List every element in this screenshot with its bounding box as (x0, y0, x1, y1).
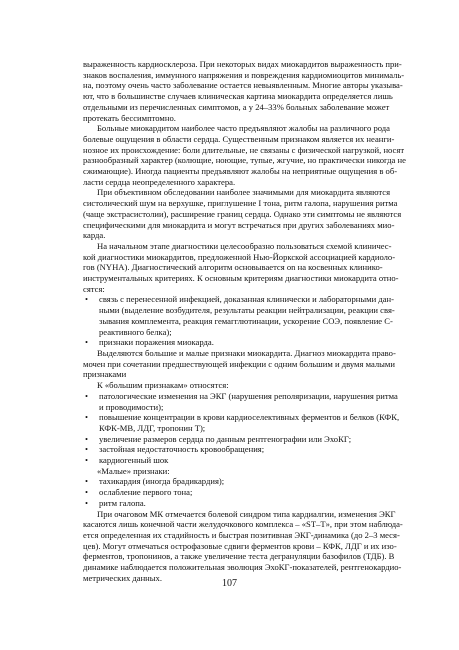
text-line: На начальном этапе диагностики целесообразно пользоваться схемой клиничес- (97, 240, 392, 251)
list-item (83, 390, 398, 412)
paragraph-2 (83, 123, 406, 187)
text-line: признаками (83, 369, 127, 380)
text-line: сжимающие). Иногда пациенты предъявляют жалобы на неприятные ощущения в об- (83, 166, 398, 177)
bullet-icon: • (85, 476, 89, 487)
text-line: При очаговом МК отмечается болевой синдром типа кардиалгии, изменения ЭКГ (97, 508, 396, 519)
paragraph-3 (83, 187, 402, 241)
text-line: нозное их происхождение: боли длительные, не связаны с физической нагрузкой, носят (83, 144, 405, 155)
bullet-icon: • (85, 487, 89, 498)
text-line: Выделяются большие и малые признаки миокардита. Диагноз миокардита право- (97, 347, 396, 358)
text-line: реактивного белка); (99, 326, 172, 337)
text-line: При объективном обследовании наиболее значимыми для миокардита являются (97, 187, 391, 198)
text-line: ется определенная их стадийность и быстрая позитивная ЭКГ-динамика (до 2–3 меся- (83, 529, 400, 540)
bullet-icon: • (85, 337, 89, 348)
text-line: кардиогенный шок (99, 455, 169, 466)
criteria-list (83, 294, 395, 348)
bullet-icon: • (85, 497, 89, 508)
list-item (83, 455, 381, 466)
text-line: увеличение размеров сердца по данным рентгенографии или ЭхоКГ; (99, 433, 352, 444)
paragraph-5 (83, 347, 396, 380)
list-item (83, 476, 381, 487)
text-line: ослабление первого тона; (99, 487, 193, 498)
text-line: патологические изменения на ЭКГ (нарушения реполяризации, нарушения ритма (99, 390, 398, 401)
text-line: застойная недостаточность кровообращения; (99, 444, 265, 455)
text-line: гов (NYHA). Диагностический алгоритм основывается on на косвенных клинико- (83, 262, 383, 273)
list-item (83, 444, 381, 455)
major-signs-list (83, 390, 400, 466)
text-line: выраженность кардиосклероза. При некоторых видах миокардитов выраженность при- (83, 59, 402, 69)
bullet-icon: • (85, 412, 89, 423)
paragraph-4 (83, 240, 399, 295)
text-line: мочен при сочетании предшествующей инфекции с одним большим и двумя малыми (83, 358, 395, 369)
text-line: ритм галопа. (99, 497, 146, 508)
paragraph-1 (83, 59, 405, 123)
text-line: и проводимости); (99, 401, 164, 412)
minor-signs-list (83, 476, 381, 508)
text-line: признаки поражения миокарда. (99, 337, 214, 348)
list-item (83, 487, 381, 498)
text-line: ферментов, тропонинов, а также увеличение теста дегрануляции базофилов (ТДБ). В (83, 551, 395, 562)
text-line: метрических данных. (83, 572, 162, 583)
bullet-icon: • (85, 433, 89, 444)
text-line: Больные миокардитом наиболее часто предъявляют жалобы на различного рода (97, 123, 390, 134)
page-number: 107 (222, 578, 237, 589)
list-item (83, 498, 381, 509)
text-line: знаков воспаления, иммунного напряжения и повреждения кардиомиоцитов минималь- (83, 69, 405, 80)
bullet-icon: • (85, 294, 89, 305)
text-line: кой диагностики миокардитов, предложенной Нью-Йоркской ассоциацией кардиоло- (83, 251, 396, 262)
text-line: ными (выделение возбудителя, результаты реакции нейтрализации, реакции свя- (99, 305, 395, 316)
page-body (83, 59, 406, 583)
text-line: специфическими для миокардита и могут встречаться при других заболеваниях мио- (83, 219, 395, 230)
text-line: (чаще экстрасистолии), расширение границ сердца. Однако эти симптомы не являются (83, 208, 402, 219)
minor-signs-heading: «Малые» признаки: (97, 465, 170, 476)
text-line: связь с перенесенной инфекцией, доказанная клинически и лабораторными дан- (99, 294, 394, 305)
text-line: инструментальных критериях. К основным критериям диагностики миокардита отно- (83, 273, 399, 284)
list-item (83, 337, 381, 348)
text-line: зывания комплемента, реакция гемагглютинации, ускорение СОЭ, появление С- (99, 315, 393, 326)
text-line: КФК-МВ, ЛДГ, тропонин Т); (99, 422, 206, 433)
text-line: ют, что в большинстве случаев клиническая картина миокардита определяется лишь (83, 91, 393, 102)
text-line: тахикардия (иногда брадикардия); (99, 476, 225, 487)
list-item (83, 434, 381, 445)
text-line: систолический шум на верхушке, приглушение I тона, ритм галопа, нарушения ритма (83, 198, 398, 209)
text-line: на, поэтому очень часто заболевание остается невыявленным. Многие авторы указыва- (83, 80, 403, 91)
bullet-icon: • (85, 444, 89, 455)
text-line: цев). Могут отмечаться острофазовые сдвиги ферментов крови – КФК, ЛДГ и их изо- (83, 540, 397, 551)
text-line: касаются лишь конечной части желудочкового комплекса – «ST–T», при этом наблюда- (83, 519, 403, 530)
text-line: динамике наблюдается положительная эволюция ЭхоКГ-показателей, рентгенокардио- (83, 562, 402, 573)
bullet-icon: • (85, 455, 89, 466)
text-line: разнообразный характер (колющие, ноющие, тупые, жгучие, но практически никогда не (83, 155, 406, 166)
text-line: сятся: (83, 283, 105, 294)
text-line: отдельными из перечисленных симптомов, а у 24–33% больных заболевание может (83, 101, 390, 112)
bullet-icon: • (85, 390, 89, 401)
major-signs-heading: К «большим признакам» относятся: (97, 380, 229, 391)
list-item (83, 294, 395, 337)
text-line: ласти сердца неопределенного характера. (83, 176, 236, 187)
text-line: карда. (83, 230, 106, 241)
paragraph-6 (83, 508, 403, 584)
text-line: повышение концентрации в крови кардиоселективных ферментов и белков (КФК, (99, 412, 400, 423)
text-line: протекать бессимптомно. (83, 112, 176, 123)
list-item (83, 412, 400, 433)
text-line: болевые ощущения в области сердца. Существенным признаком является их неанги- (83, 133, 395, 144)
